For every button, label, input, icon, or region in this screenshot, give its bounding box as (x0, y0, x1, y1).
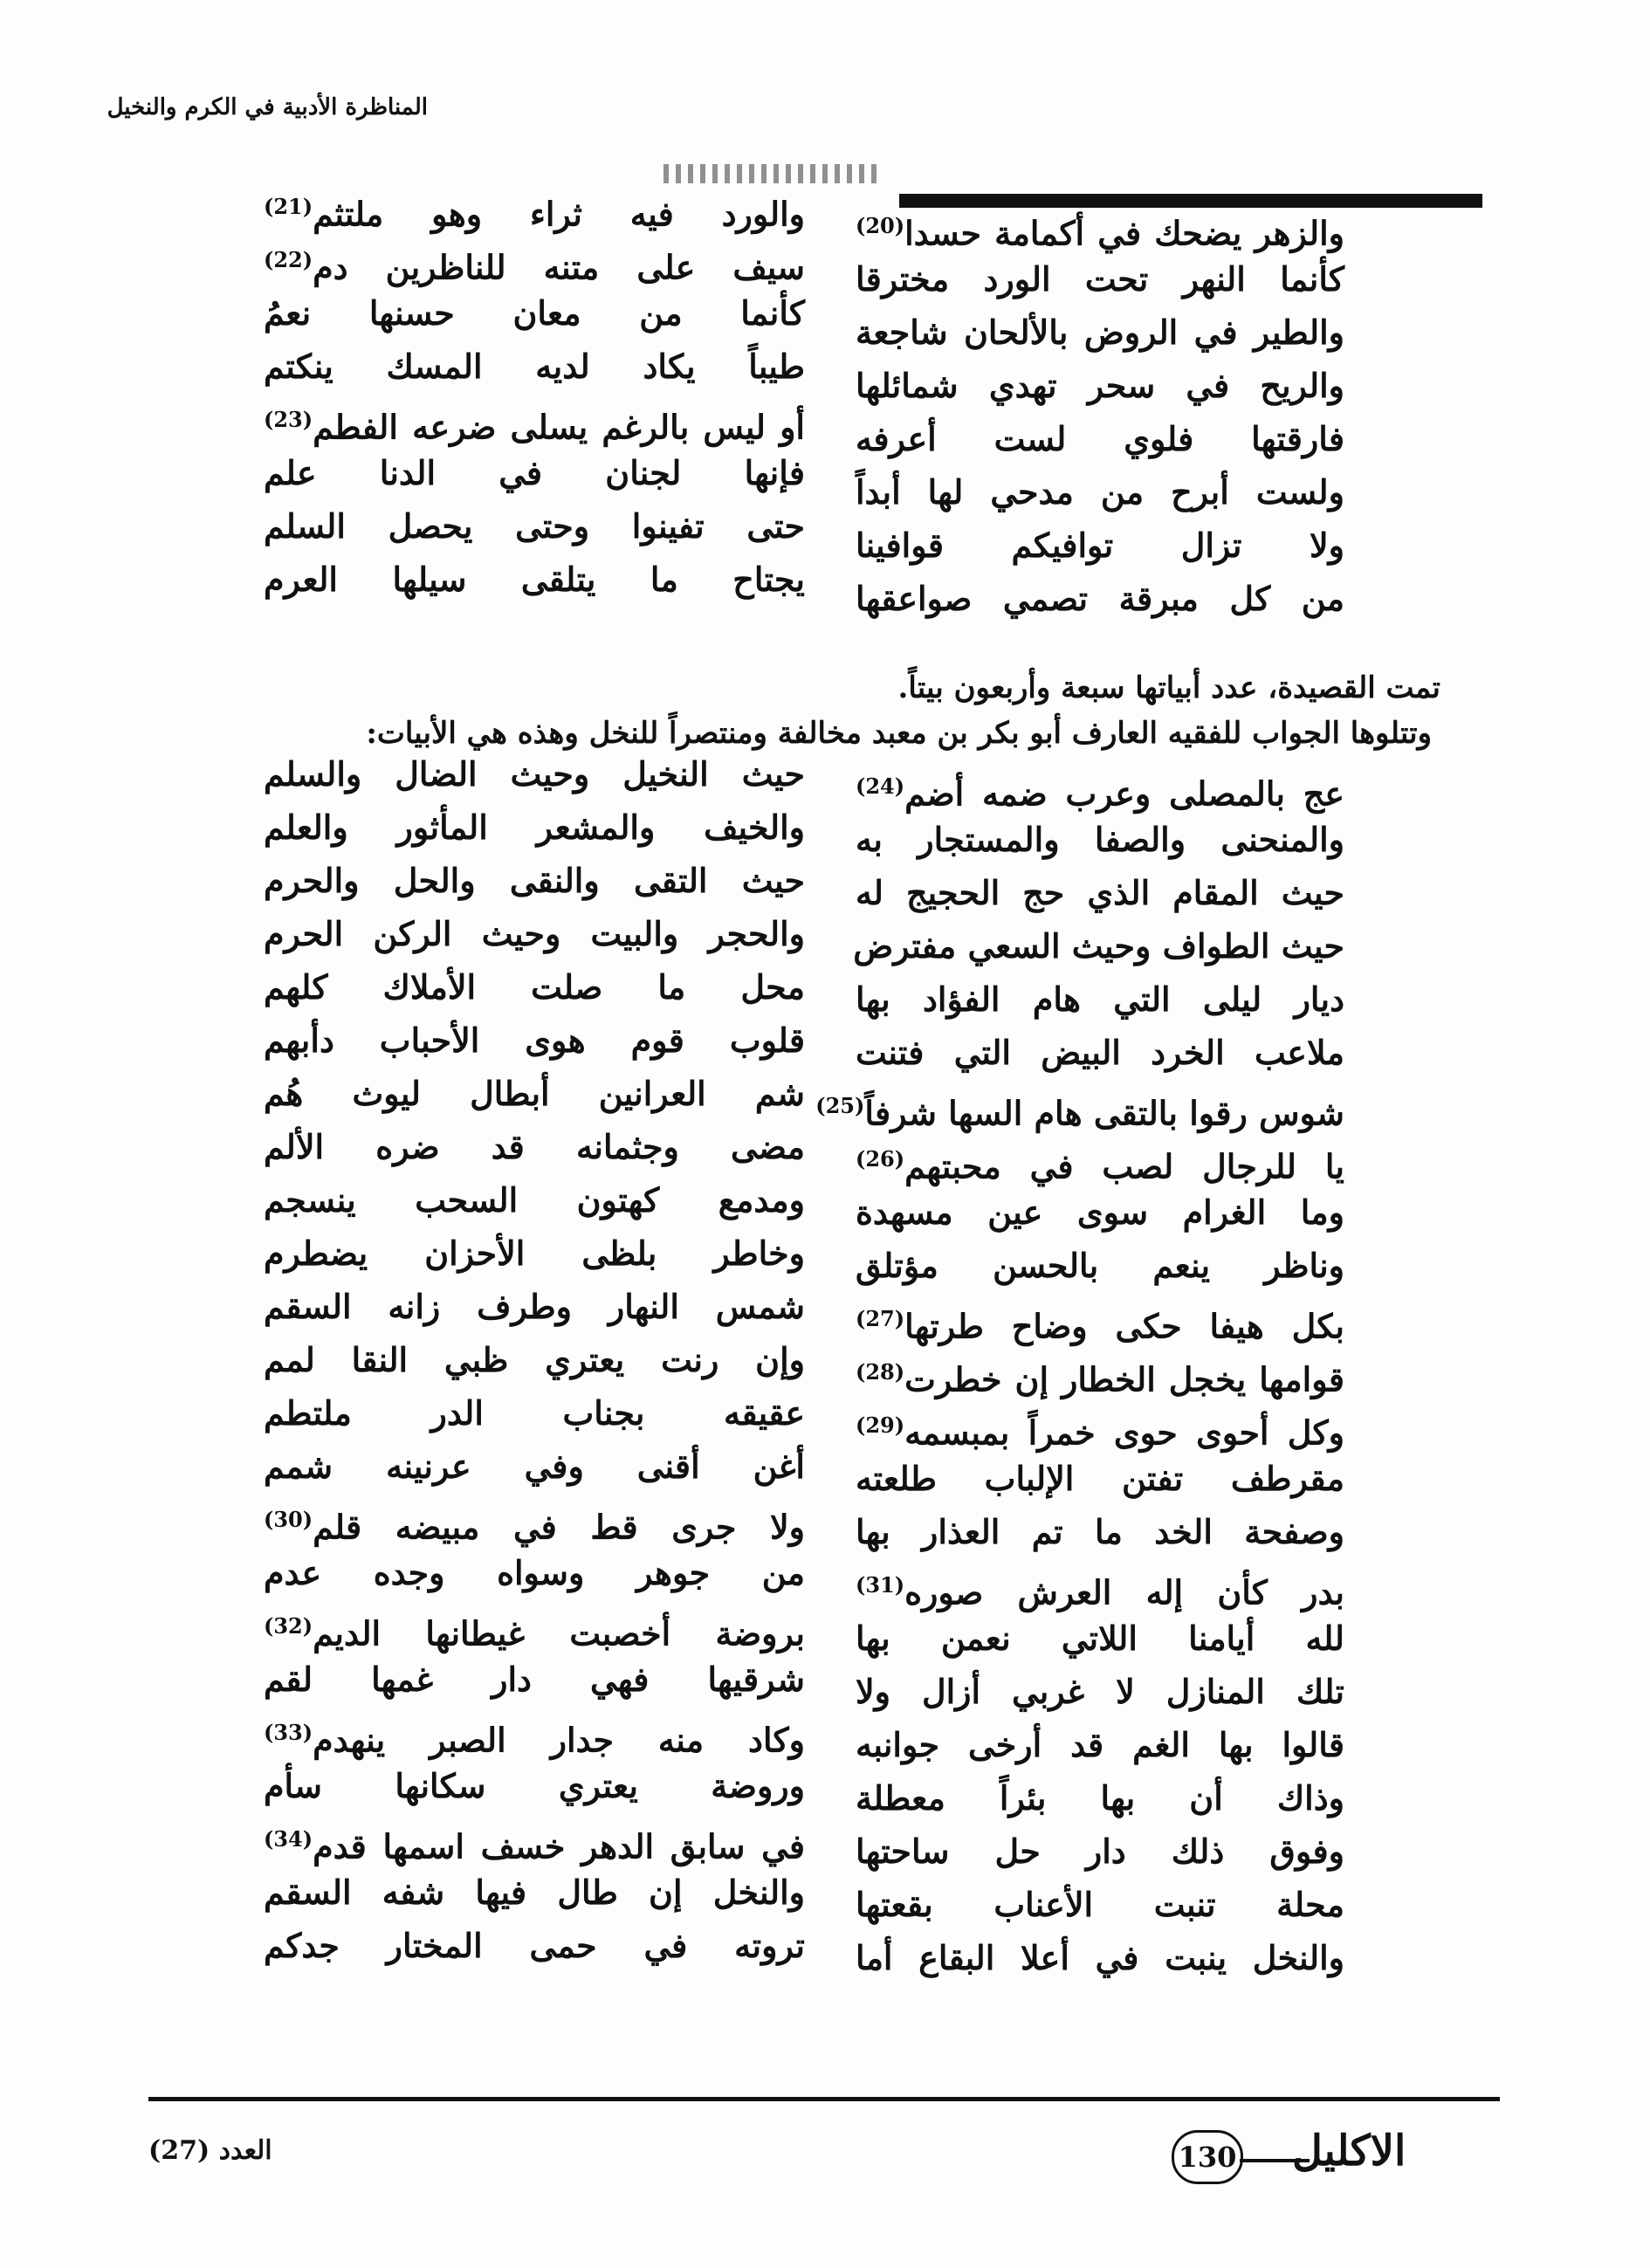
verse-line (856, 1026, 1344, 1079)
verse-line (264, 1812, 805, 1866)
verse-text: بروضة أخصبت غيطانها الديم (313, 1613, 805, 1653)
footnote-marker: (27) (856, 1306, 905, 1331)
verse-line (856, 1771, 1344, 1825)
verse-text: وإن رنت يعتري ظبي النقا لمم (264, 1340, 805, 1379)
footnote-marker: (32) (264, 1613, 313, 1639)
verse-text: يا للرجال لصب في محبتهم (904, 1146, 1344, 1186)
verse-line (264, 1386, 805, 1440)
journal-brand: الاكليل (1292, 2127, 1406, 2175)
verse-line (264, 1120, 805, 1173)
verse-text: قلوب قوم هوى الأحباب دأبهم (264, 1021, 805, 1060)
verse-text: ولا تزال توافيكم قوافينا (856, 526, 1344, 565)
verse-line (264, 1280, 805, 1333)
verse-text: حيث المقام الذي حج الحجيج له (856, 873, 1344, 912)
verse-text: في سابق الدهر خسف اسمها قدم (313, 1826, 805, 1866)
verse-text: قالوا بها الغم قد أرخى جوانبه (856, 1725, 1344, 1764)
footnote-marker: (21) (264, 194, 313, 219)
verse-line (264, 1919, 805, 1972)
verse-line (856, 306, 1344, 359)
verse-line (856, 1452, 1344, 1505)
verse-text: والحجر والبيت وحيث الركن الحرم (264, 914, 805, 953)
verse-text: والزهر يضحك في أكمامة حسدا (904, 213, 1344, 253)
verse-line (856, 1399, 1344, 1452)
poem2-right-column (815, 759, 1344, 1984)
verse-text: وروضة يعتري سكانها سأم (264, 1766, 805, 1805)
footnote-marker: (34) (264, 1826, 313, 1852)
verse-line (264, 180, 805, 233)
verse-line (856, 972, 1344, 1026)
footnote-marker: (30) (264, 1507, 313, 1532)
footnote-marker: (23) (264, 407, 313, 432)
verse-line (856, 1558, 1344, 1612)
verse-text: وخاطر بلظى الأحزان يضطرم (264, 1234, 805, 1273)
footnote-marker: (25) (815, 1093, 865, 1118)
verse-text: قوامها يخجل الخطار إن خطرت (904, 1359, 1344, 1399)
verse-line (264, 1173, 805, 1227)
verse-text: والورد فيه ثراء وهو ملتثم (313, 194, 805, 234)
verse-line (264, 393, 805, 446)
verse-text: شمس النهار وطرف زانه السقم (264, 1287, 805, 1326)
verse-text: والنخل ينبت في أعلا البقاع أما (856, 1938, 1344, 1977)
verse-line (264, 1333, 805, 1386)
verse-text: وناظر ينعم بالحسن مؤتلق (856, 1246, 1344, 1285)
verse-line (856, 1186, 1344, 1239)
verse-line (264, 1653, 805, 1706)
verse-line (264, 499, 805, 553)
verse-line (264, 801, 805, 854)
verse-line (856, 1612, 1344, 1665)
verse-text: وذاك أن بها بئراً معطلة (856, 1778, 1344, 1818)
footnote-marker: (22) (264, 247, 313, 272)
verse-line (264, 446, 805, 499)
verse-text: والخيف والمشعر المأثور والعلم (264, 808, 805, 847)
verse-line (264, 1067, 805, 1120)
verse-text: وصفحة الخد ما تم العذار بها (856, 1512, 1344, 1551)
verse-line (264, 747, 805, 801)
verse-line (856, 1239, 1344, 1292)
verse-text: فارقتها فلوي لست أعرفه (856, 419, 1344, 458)
verse-text: محل ما صلت الأملاك كلهم (264, 967, 805, 1007)
verse-text: من كل مبرقة تصمي صواعقها (856, 579, 1344, 618)
verse-line (264, 340, 805, 393)
verse-text: طيباً يكاد لديه المسك ينكتم (264, 347, 805, 386)
verse-line (856, 1665, 1344, 1718)
verse-text: وكاد منه جدار الصبر ينهدم (313, 1720, 805, 1760)
footnote-marker: (28) (856, 1359, 905, 1385)
intro-note: وتتلوها الجواب للفقيه العارف أبو بكر بن معبد مخالفة ومنتصراً للنخل وهذه هي الأبيات: (366, 716, 1432, 751)
verse-text: وكل أحوى حوى خمراً بمبسمه (904, 1412, 1344, 1453)
verse-line (856, 412, 1344, 465)
running-title: المناظرة الأدبية في الكرم والنخيل (107, 94, 428, 120)
verse-text: تلك المنازل لا غربي أزال ولا (856, 1672, 1344, 1711)
footnote-marker: (26) (856, 1146, 905, 1172)
verse-text: ولا جرى قط في مبيضه قلم (313, 1507, 805, 1547)
verse-line (264, 1546, 805, 1599)
verse-line (856, 252, 1344, 306)
footer-rule (148, 2097, 1500, 2101)
verse-line (264, 1599, 805, 1653)
verse-line (856, 1931, 1344, 1984)
verse-text: شوس رقوا بالتقى هام السها شرفاً (864, 1093, 1344, 1133)
verse-text: والمنحنى والصفا والمستجار به (856, 820, 1344, 859)
verse-line (264, 1227, 805, 1280)
verse-line (856, 199, 1344, 252)
verse-line (264, 553, 805, 606)
verse-line (856, 813, 1344, 866)
verse-line (856, 519, 1344, 572)
verse-line (264, 907, 805, 960)
verse-text: حيث النخيل وحيث الضال والسلم (264, 754, 805, 794)
verse-text: فإنها لجنان في الدنا علم (264, 453, 805, 492)
verse-text: بكل هيفا حكى وضاح طرتها (904, 1306, 1344, 1346)
verse-text: مضى وجثمانه قد ضره الألم (264, 1127, 805, 1166)
verse-text: أو ليس بالرغم يسلى ضرعه الفطم (313, 407, 805, 447)
verse-line (264, 1493, 805, 1546)
verse-text: ولست أبرح من مدحي لها أبداً (856, 472, 1344, 512)
verse-line (264, 1706, 805, 1759)
verse-text: حيث التقى والنقى والحل والحرم (264, 861, 805, 900)
verse-line (856, 759, 1344, 813)
footnote-marker: (20) (856, 213, 905, 238)
verse-text: والطير في الروض بالألحان شاجعة (856, 313, 1344, 352)
verse-text: شم العرانين أبطال ليوث هُم (264, 1074, 805, 1113)
verse-line (264, 233, 805, 286)
verse-line (264, 960, 805, 1014)
verse-text: عقيقه بجناب الدر ملتطم (264, 1393, 805, 1433)
verse-text: والريح في سحر تهدي شمائلها (856, 366, 1344, 405)
verse-text: تروته في حمى المختار جدكم (264, 1926, 805, 1965)
verse-text: يجتاح ما يتلقى سيلها العرم (264, 560, 805, 599)
verse-text: سيف على متنه للناظرين دم (313, 247, 805, 287)
verse-line (856, 1345, 1344, 1399)
verse-line (815, 1079, 1344, 1133)
verse-text: لله أيامنا اللاتي نعمن بها (856, 1619, 1344, 1658)
footnote-marker: (31) (856, 1572, 905, 1598)
verse-line (856, 866, 1344, 919)
verse-line (856, 1878, 1344, 1931)
poem2-left-column (264, 747, 805, 1972)
verse-text: والنخل إن طال فيها شفه السقم (264, 1873, 805, 1912)
verse-text: ومدمع كهتون السحب ينسجم (264, 1180, 805, 1220)
verse-text: أغن أقنى وفي عرنينه شمم (264, 1447, 805, 1486)
issue-number: العدد (27) (148, 2135, 272, 2166)
verse-text: شرقيها فهي دار غمها لقم (264, 1660, 805, 1699)
verse-text: عج بالمصلى وعرب ضمه أضم (904, 773, 1344, 814)
verse-line (856, 572, 1344, 625)
verse-line (264, 286, 805, 340)
verse-line (856, 1292, 1344, 1345)
verse-line (856, 1505, 1344, 1558)
verse-line (264, 1866, 805, 1919)
verse-line (264, 1440, 805, 1493)
verse-text: محلة تنبت الأعناب بقعتها (856, 1885, 1344, 1924)
verse-line (856, 1825, 1344, 1878)
verse-text: وما الغرام سوى عين مسهدة (856, 1192, 1344, 1232)
verse-line (856, 465, 1344, 519)
verse-text: حتى تفينوا وحتى يحصل السلم (264, 506, 805, 546)
verse-line (856, 1718, 1344, 1771)
verse-text: كأنما من معان حسنها نعمُ (264, 293, 805, 333)
closing-note: تمت القصيدة، عدد أبياتها سبعة وأربعون بيتاً. (897, 670, 1440, 705)
verse-line (264, 854, 805, 907)
verse-line (264, 1014, 805, 1067)
verse-text: كأنما النهر تحت الورد مخترقا (856, 259, 1344, 299)
page-number: 130 (1172, 2130, 1243, 2184)
verse-text: وفوق ذلك دار حل ساحتها (856, 1832, 1344, 1871)
verse-line (853, 919, 1344, 972)
footnote-marker: (29) (856, 1412, 905, 1438)
verse-line (264, 1759, 805, 1812)
poem1-right-column (856, 199, 1344, 625)
verse-text: مقرطف تفتن الإلباب طلعته (856, 1459, 1344, 1498)
footnote-marker: (24) (856, 773, 905, 799)
verse-line (856, 359, 1344, 412)
verse-text: من جوهر وسواه وجده عدم (264, 1553, 805, 1592)
poem1-left-column (264, 180, 805, 606)
verse-text: بدر كأن إله العرش صوره (904, 1572, 1344, 1612)
verse-text: ديار ليلى التي هام الفؤاد بها (856, 979, 1344, 1019)
verse-text: حيث الطواف وحيث السعي مفترض (853, 926, 1344, 966)
verse-line (856, 1132, 1344, 1186)
footnote-marker: (33) (264, 1720, 313, 1745)
verse-text: ملاعب الخرد البيض التي فتنت (856, 1033, 1344, 1072)
